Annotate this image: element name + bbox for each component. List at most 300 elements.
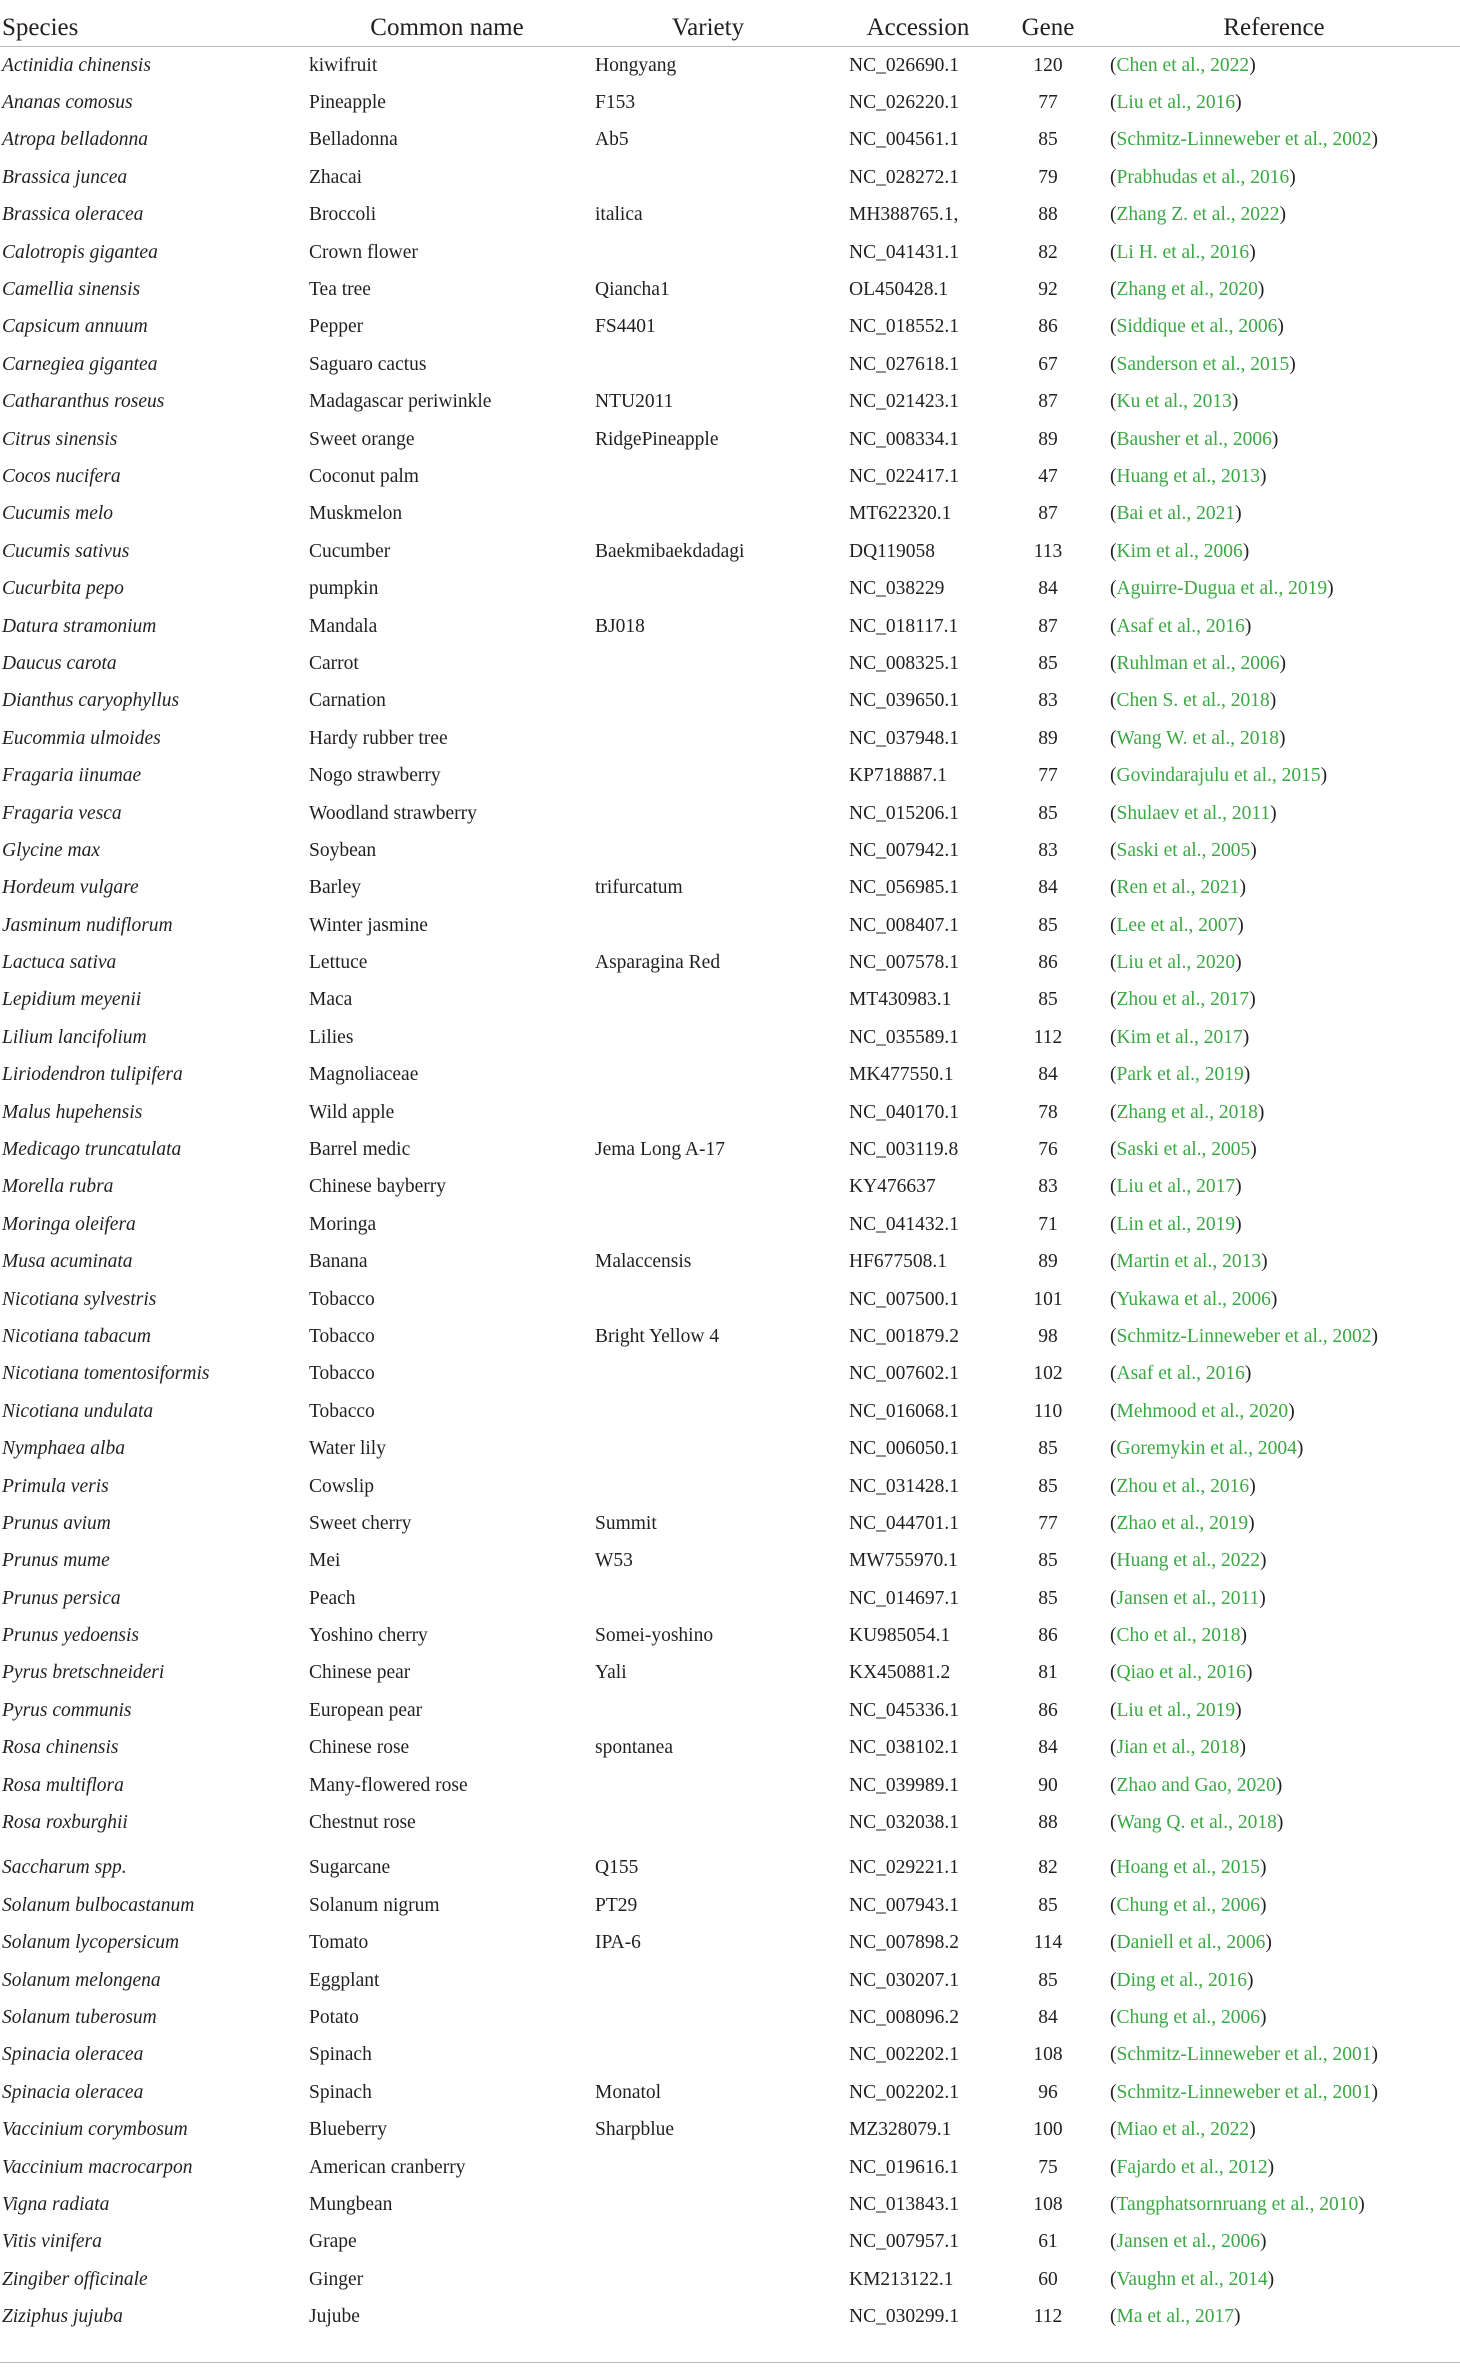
cell-species: Solanum bulbocastanum xyxy=(2,1894,195,1916)
paren-open: ( xyxy=(1110,1325,1117,1347)
cell-variety xyxy=(588,1962,828,1999)
reference-link[interactable]: Liu et al., 2019 xyxy=(1116,1699,1236,1721)
paren-close: ) xyxy=(1249,54,1256,76)
paren-close: ) xyxy=(1267,2268,1275,2290)
paren-open: ( xyxy=(1110,578,1117,600)
cell-variety: Summit xyxy=(595,1512,657,1534)
paren-open: ( xyxy=(1110,353,1117,375)
reference-link[interactable]: Chen et al., 2022 xyxy=(1116,54,1250,76)
table-row xyxy=(0,982,1460,1019)
cell-reference xyxy=(1088,1244,1460,1281)
reference-link[interactable]: Ma et al., 2017 xyxy=(1116,2306,1235,2328)
cell-common-name: Crown flower xyxy=(309,241,418,263)
cell-common-name: Moringa xyxy=(309,1213,377,1235)
table-row xyxy=(0,533,1460,570)
cell-species: Prunus mume xyxy=(2,1550,110,1572)
paren-open: ( xyxy=(1110,204,1117,226)
reference-link[interactable]: Liu et al., 2017 xyxy=(1116,1176,1236,1198)
table-row xyxy=(0,47,1460,85)
cell-common-name: Pineapple xyxy=(309,92,386,114)
reference-link[interactable]: Zhou et al., 2016 xyxy=(1116,1475,1250,1497)
paren-close: ) xyxy=(1267,2156,1275,2178)
cell-variety: Asparagina Red xyxy=(595,952,721,974)
cell-common-name: Yoshino cherry xyxy=(309,1625,428,1647)
cell-accession: NC_007602.1 xyxy=(849,1363,959,1385)
reference-link[interactable]: Bausher et al., 2006 xyxy=(1116,428,1272,450)
header-common-name: Common name xyxy=(306,0,588,47)
cell-reference xyxy=(1088,1767,1460,1804)
reference-link[interactable]: Shulaev et al., 2011 xyxy=(1116,802,1271,824)
reference-link[interactable]: Cho et al., 2018 xyxy=(1116,1625,1241,1647)
reference-link[interactable]: Bai et al., 2021 xyxy=(1116,503,1236,525)
cell-species: Spinacia oleracea xyxy=(2,2081,144,2103)
cell-species: Prunus persica xyxy=(2,1587,121,1609)
table-row xyxy=(0,1169,1460,1206)
cell-accession: MK477550.1 xyxy=(849,1064,954,1086)
cell-common-name: Chestnut rose xyxy=(309,1812,416,1834)
reference-link[interactable]: Mehmood et al., 2020 xyxy=(1116,1400,1289,1422)
cell-gene: 85 xyxy=(1038,129,1058,151)
paren-close: ) xyxy=(1261,1251,1268,1273)
paren-close: ) xyxy=(1235,92,1242,114)
paren-open: ( xyxy=(1110,2156,1117,2178)
cell-accession: NC_026690.1 xyxy=(849,54,959,76)
reference-link[interactable]: Schmitz-Linneweber et al., 2002 xyxy=(1116,1325,1372,1347)
cell-gene: 77 xyxy=(1038,1512,1058,1534)
reference-link[interactable]: Yukawa et al., 2006 xyxy=(1116,1288,1271,1310)
cell-reference xyxy=(1088,1617,1460,1654)
cell-accession: NC_029221.1 xyxy=(849,1857,959,1879)
cell-accession: MT430983.1 xyxy=(849,989,952,1011)
paren-close: ) xyxy=(1257,279,1265,301)
reference-link[interactable]: Liu et al., 2016 xyxy=(1116,92,1236,114)
table-body xyxy=(0,47,1460,2336)
cell-gene: 112 xyxy=(1033,2306,1063,2328)
cell-species: Lepidium meyenii xyxy=(2,989,142,1011)
reference-link[interactable]: Zhang et al., 2020 xyxy=(1116,279,1258,301)
cell-accession: MZ328079.1 xyxy=(849,2119,952,2141)
cell-accession: NC_006050.1 xyxy=(849,1438,959,1460)
table-row xyxy=(0,757,1460,794)
paren-close: ) xyxy=(1269,690,1277,712)
table-row xyxy=(0,1730,1460,1767)
cell-common-name: Madagascar periwinkle xyxy=(309,391,492,413)
cell-gene: 77 xyxy=(1038,765,1058,787)
reference-link[interactable]: Govindarajulu et al., 2015 xyxy=(1116,765,1321,787)
cell-variety xyxy=(588,2186,828,2223)
reference-link[interactable]: Schmitz-Linneweber et al., 2001 xyxy=(1116,2044,1372,2066)
cell-variety xyxy=(588,1356,828,1393)
paren-open: ( xyxy=(1110,391,1117,413)
cell-species: Jasminum nudiflorum xyxy=(2,914,173,936)
paren-close: ) xyxy=(1371,129,1379,151)
paren-close: ) xyxy=(1234,2306,1241,2328)
reference-link[interactable]: Qiao et al., 2016 xyxy=(1116,1662,1246,1684)
cell-variety xyxy=(588,2298,828,2335)
cell-reference xyxy=(1088,1804,1460,1841)
reference-link[interactable]: Huang et al., 2013 xyxy=(1116,465,1261,487)
cell-common-name: kiwifruit xyxy=(309,54,378,76)
header-row xyxy=(0,0,1460,47)
cell-species: Solanum tuberosum xyxy=(2,2007,157,2028)
reference-link[interactable]: Saski et al., 2005 xyxy=(1116,839,1251,861)
reference-link[interactable]: Zhao et al., 2019 xyxy=(1116,1512,1249,1534)
paren-open: ( xyxy=(1110,129,1117,151)
reference-link[interactable]: Jian et al., 2018 xyxy=(1116,1737,1240,1759)
paren-open: ( xyxy=(1110,1139,1117,1161)
cell-common-name: Woodland strawberry xyxy=(309,802,477,824)
reference-link[interactable]: Daniell et al., 2006 xyxy=(1116,1932,1266,1954)
cell-gene: 85 xyxy=(1038,1550,1058,1572)
reference-link[interactable]: Li H. et al., 2016 xyxy=(1116,241,1250,263)
table-row xyxy=(0,1468,1460,1505)
cell-gene: 67 xyxy=(1038,353,1058,375)
paren-open: ( xyxy=(1110,503,1117,525)
cell-species: Actinidia chinensis xyxy=(2,54,151,76)
cell-species: Saccharum spp. xyxy=(2,1857,127,1879)
paren-open: ( xyxy=(1110,1101,1117,1123)
reference-link[interactable]: Chung et al., 2006 xyxy=(1116,1894,1261,1916)
table-row xyxy=(0,1580,1460,1617)
cell-gene: 84 xyxy=(1038,578,1058,600)
paren-close: ) xyxy=(1244,615,1252,637)
cell-common-name: European pear xyxy=(309,1699,423,1721)
table-row xyxy=(0,384,1460,421)
cell-common-name: Tobacco xyxy=(309,1400,375,1422)
table-row xyxy=(0,570,1460,607)
reference-link[interactable]: Aguirre-Dugua et al., 2019 xyxy=(1116,578,1328,600)
cell-accession: NC_018117.1 xyxy=(849,615,959,637)
paren-open: ( xyxy=(1110,1812,1117,1834)
cell-gene: 47 xyxy=(1038,465,1058,487)
cell-species: Solanum melongena xyxy=(2,1969,161,1991)
cell-accession: MH388765.1, xyxy=(849,204,959,226)
cell-variety xyxy=(588,1430,828,1467)
cell-gene: 86 xyxy=(1038,1699,1058,1721)
cell-variety xyxy=(588,757,828,794)
cell-accession: NC_008325.1 xyxy=(849,652,959,674)
paren-open: ( xyxy=(1110,1475,1117,1497)
cell-accession: NC_008407.1 xyxy=(849,914,959,936)
reference-link[interactable]: Asaf et al., 2016 xyxy=(1116,1363,1245,1385)
paren-open: ( xyxy=(1110,465,1117,487)
cell-reference xyxy=(1088,795,1460,832)
cell-species: Camellia sinensis xyxy=(2,279,141,301)
cell-gene: 96 xyxy=(1038,2081,1058,2103)
paren-open: ( xyxy=(1110,54,1117,76)
reference-link[interactable]: Prabhudas et al., 2016 xyxy=(1116,166,1290,188)
cell-gene: 78 xyxy=(1038,1101,1058,1123)
table-row xyxy=(0,496,1460,533)
cell-common-name: Cowslip xyxy=(309,1475,375,1497)
paren-open: ( xyxy=(1110,952,1117,974)
reference-link[interactable]: Lee et al., 2007 xyxy=(1116,914,1238,936)
table-row xyxy=(0,1887,1460,1924)
reference-link[interactable]: Schmitz-Linneweber et al., 2001 xyxy=(1116,2081,1372,2103)
reference-link[interactable]: Lin et al., 2019 xyxy=(1116,1213,1236,1235)
table-row xyxy=(0,1767,1460,1804)
cell-common-name: Ginger xyxy=(309,2268,364,2290)
cell-accession: NC_015206.1 xyxy=(849,802,959,824)
paren-close: ) xyxy=(1289,166,1296,188)
cell-gene: 85 xyxy=(1038,802,1058,824)
reference-link[interactable]: Chen S. et al., 2018 xyxy=(1116,690,1270,712)
cell-species: Brassica juncea xyxy=(2,166,128,188)
cell-gene: 60 xyxy=(1038,2268,1058,2290)
paren-close: ) xyxy=(1260,2231,1267,2253)
paren-open: ( xyxy=(1110,652,1117,674)
cell-species: Cucumis melo xyxy=(2,503,114,525)
cell-accession: NC_018552.1 xyxy=(849,316,959,338)
reference-link[interactable]: Siddique et al., 2006 xyxy=(1116,316,1278,338)
cell-common-name: Winter jasmine xyxy=(309,914,428,936)
cell-gene: 89 xyxy=(1038,1251,1058,1273)
cell-gene: 89 xyxy=(1038,727,1058,749)
reference-link[interactable]: Huang et al., 2022 xyxy=(1116,1550,1261,1572)
table-row xyxy=(0,1057,1460,1094)
reference-link[interactable]: Wang W. et al., 2018 xyxy=(1116,727,1280,749)
cell-reference xyxy=(1088,271,1460,308)
reference-link[interactable]: Park et al., 2019 xyxy=(1116,1064,1244,1086)
cell-accession: NC_016068.1 xyxy=(849,1400,959,1422)
cell-gene: 84 xyxy=(1038,877,1058,899)
reference-link[interactable]: Tangphatsornruang et al., 2010 xyxy=(1116,2193,1359,2215)
table-row xyxy=(0,271,1460,308)
cell-common-name: Muskmelon xyxy=(309,503,403,525)
reference-link[interactable]: Asaf et al., 2016 xyxy=(1116,615,1245,637)
cell-variety: NTU2011 xyxy=(595,391,674,413)
cell-accession: NC_002202.1 xyxy=(849,2044,959,2066)
cell-reference xyxy=(1088,421,1460,458)
paren-close: ) xyxy=(1371,1325,1379,1347)
table-row xyxy=(0,2186,1460,2223)
paren-open: ( xyxy=(1110,279,1117,301)
cell-reference xyxy=(1088,1094,1460,1131)
cell-variety: Qiancha1 xyxy=(595,279,670,301)
cell-gene: 85 xyxy=(1038,914,1058,936)
paren-open: ( xyxy=(1110,316,1117,338)
cell-common-name: Chinese rose xyxy=(309,1737,410,1759)
cell-variety xyxy=(588,496,828,533)
cell-gene: 86 xyxy=(1038,1625,1058,1647)
cell-gene: 84 xyxy=(1038,1737,1058,1759)
paren-close: ) xyxy=(1265,1932,1272,1954)
cell-species: Vaccinium macrocarpon xyxy=(2,2156,193,2178)
cell-gene: 83 xyxy=(1038,839,1058,861)
paren-open: ( xyxy=(1110,2044,1117,2066)
cell-variety: spontanea xyxy=(595,1737,673,1759)
paren-close: ) xyxy=(1277,316,1284,338)
cell-species: Catharanthus roseus xyxy=(2,391,165,413)
table-row xyxy=(0,2037,1460,2074)
cell-gene: 85 xyxy=(1038,1587,1058,1609)
reference-link[interactable]: Jansen et al., 2011 xyxy=(1116,1587,1260,1609)
cell-variety: Q155 xyxy=(595,1857,639,1879)
cell-reference xyxy=(1088,47,1460,85)
reference-link[interactable]: Jansen et al., 2006 xyxy=(1116,2231,1261,2253)
paren-close: ) xyxy=(1320,765,1328,787)
reference-link[interactable]: Hoang et al., 2015 xyxy=(1116,1857,1261,1879)
cell-common-name: Tobacco xyxy=(309,1288,375,1310)
cell-variety xyxy=(588,1767,828,1804)
cell-species: Glycine max xyxy=(2,839,100,861)
paren-close: ) xyxy=(1358,2193,1365,2215)
reference-link[interactable]: Fajardo et al., 2012 xyxy=(1116,2156,1268,2178)
cell-accession: NC_041431.1 xyxy=(849,241,959,263)
paren-close: ) xyxy=(1239,877,1246,899)
paren-close: ) xyxy=(1260,1894,1267,1916)
reference-link[interactable]: Kim et al., 2017 xyxy=(1116,1026,1243,1048)
paren-open: ( xyxy=(1110,241,1117,263)
paren-close: ) xyxy=(1231,391,1239,413)
paren-open: ( xyxy=(1110,1363,1117,1385)
cell-species: Lactuca sativa xyxy=(2,952,117,974)
cell-common-name: Potato xyxy=(309,2007,359,2028)
cell-common-name: Tobacco xyxy=(309,1325,375,1347)
cell-species: Hordeum vulgare xyxy=(2,877,139,899)
reference-link[interactable]: Ruhlman et al., 2006 xyxy=(1116,652,1280,674)
cell-accession: KP718887.1 xyxy=(849,765,948,787)
cell-species: Fragaria iinumae xyxy=(2,765,142,787)
reference-link[interactable]: Ren et al., 2021 xyxy=(1116,877,1240,899)
cell-common-name: Saguaro cactus xyxy=(309,353,427,375)
reference-link[interactable]: Zhou et al., 2017 xyxy=(1116,989,1250,1011)
cell-variety: italica xyxy=(595,204,643,226)
reference-link[interactable]: Liu et al., 2020 xyxy=(1116,952,1236,974)
cell-accession: NC_007500.1 xyxy=(849,1288,959,1310)
paren-close: ) xyxy=(1371,2081,1379,2103)
cell-reference xyxy=(1088,2261,1460,2298)
table-row xyxy=(0,1692,1460,1729)
table-row xyxy=(0,720,1460,757)
paren-close: ) xyxy=(1260,465,1267,487)
paren-close: ) xyxy=(1276,1812,1284,1834)
cell-variety: FS4401 xyxy=(595,316,656,338)
cell-accession: NC_007957.1 xyxy=(849,2231,959,2253)
reference-link[interactable]: Kim et al., 2006 xyxy=(1116,540,1243,562)
cell-accession: NC_008096.2 xyxy=(849,2007,959,2028)
cell-species: Primula veris xyxy=(2,1475,109,1497)
cell-variety xyxy=(588,458,828,495)
cell-common-name: Lettuce xyxy=(309,952,368,974)
cell-species: Solanum lycopersicum xyxy=(2,1932,180,1954)
cell-accession: NC_037948.1 xyxy=(849,727,959,749)
cell-gene: 85 xyxy=(1038,1475,1058,1497)
cell-common-name: Tomato xyxy=(309,1932,369,1954)
table-row xyxy=(0,795,1460,832)
cell-variety xyxy=(588,1692,828,1729)
table-row xyxy=(0,1393,1460,1430)
cell-species: Rosa chinensis xyxy=(2,1737,119,1759)
cell-common-name: Belladonna xyxy=(309,129,398,151)
table-row xyxy=(0,2149,1460,2186)
cell-accession: NC_041432.1 xyxy=(849,1213,959,1235)
cell-common-name: Spinach xyxy=(309,2044,372,2066)
cell-reference xyxy=(1088,1580,1460,1617)
reference-link[interactable]: Schmitz-Linneweber et al., 2002 xyxy=(1116,129,1372,151)
cell-common-name: Carrot xyxy=(309,652,359,674)
cell-gene: 85 xyxy=(1038,1438,1058,1460)
cell-accession: NC_019616.1 xyxy=(849,2156,959,2178)
cell-accession: NC_045336.1 xyxy=(849,1699,959,1721)
cell-common-name: pumpkin xyxy=(309,578,379,600)
table-row xyxy=(0,608,1460,645)
reference-link[interactable]: Vaughn et al., 2014 xyxy=(1116,2268,1268,2290)
reference-link[interactable]: Martin et al., 2013 xyxy=(1116,1251,1262,1273)
cell-reference xyxy=(1088,384,1460,421)
cell-species: Cocos nucifera xyxy=(2,465,121,487)
reference-link[interactable]: Sanderson et al., 2015 xyxy=(1116,353,1290,375)
paren-close: ) xyxy=(1235,1699,1242,1721)
paren-open: ( xyxy=(1110,2007,1117,2028)
reference-link[interactable]: Zhang et al., 2018 xyxy=(1116,1101,1258,1123)
cell-reference xyxy=(1088,1962,1460,1999)
cell-species: Vaccinium corymbosum xyxy=(2,2119,188,2141)
cell-species: Ananas comosus xyxy=(2,92,133,114)
header-gene: Gene xyxy=(1008,0,1088,47)
cell-gene: 83 xyxy=(1038,690,1058,712)
reference-link[interactable]: Goremykin et al., 2004 xyxy=(1116,1438,1297,1460)
cell-species: Nicotiana tabacum xyxy=(2,1325,151,1347)
cell-variety xyxy=(588,2149,828,2186)
cell-accession: NC_028272.1 xyxy=(849,166,959,188)
reference-link[interactable]: Zhao and Gao, 2020 xyxy=(1116,1774,1276,1796)
cell-species: Zingiber officinale xyxy=(2,2268,148,2290)
paren-close: ) xyxy=(1248,1512,1255,1534)
cell-reference xyxy=(1088,1692,1460,1729)
table-row xyxy=(0,2074,1460,2111)
cell-gene: 83 xyxy=(1038,1176,1058,1198)
reference-link[interactable]: Saski et al., 2005 xyxy=(1116,1139,1251,1161)
cell-reference xyxy=(1088,1430,1460,1467)
cell-common-name: Magnoliaceae xyxy=(309,1064,419,1086)
reference-link[interactable]: Ku et al., 2013 xyxy=(1116,391,1232,413)
cell-reference xyxy=(1088,907,1460,944)
cell-reference xyxy=(1088,683,1460,720)
paren-close: ) xyxy=(1244,1363,1252,1385)
cell-accession: NC_056985.1 xyxy=(849,877,959,899)
header-reference: Reference xyxy=(1088,0,1460,47)
reference-link[interactable]: Wang Q. et al., 2018 xyxy=(1116,1812,1277,1834)
cell-variety xyxy=(588,234,828,271)
cell-reference xyxy=(1088,234,1460,271)
cell-reference xyxy=(1088,309,1460,346)
table-row xyxy=(0,645,1460,682)
reference-link[interactable]: Zhang Z. et al., 2022 xyxy=(1116,204,1280,226)
cell-species: Morella rubra xyxy=(2,1176,114,1198)
paren-close: ) xyxy=(1371,2044,1379,2066)
cell-species: Brassica oleracea xyxy=(2,204,144,226)
reference-link[interactable]: Miao et al., 2022 xyxy=(1116,2119,1250,2141)
cell-variety: PT29 xyxy=(595,1894,638,1916)
cell-reference xyxy=(1088,608,1460,645)
cell-common-name: Banana xyxy=(309,1251,368,1273)
cell-species: Fragaria vesca xyxy=(2,802,122,824)
cell-reference xyxy=(1088,1505,1460,1542)
cell-species: Musa acuminata xyxy=(2,1251,133,1273)
cell-variety: W53 xyxy=(595,1550,633,1572)
cell-accession: NC_040170.1 xyxy=(849,1101,959,1123)
table-row xyxy=(0,197,1460,234)
reference-link[interactable]: Ding et al., 2016 xyxy=(1116,1969,1248,1991)
reference-link[interactable]: Chung et al., 2006 xyxy=(1116,2007,1261,2028)
paren-open: ( xyxy=(1110,1932,1117,1954)
paren-close: ) xyxy=(1245,1662,1253,1684)
cell-species: Moringa oleifera xyxy=(2,1213,136,1235)
paren-open: ( xyxy=(1110,839,1117,861)
cell-gene: 88 xyxy=(1038,204,1058,226)
paren-open: ( xyxy=(1110,727,1117,749)
